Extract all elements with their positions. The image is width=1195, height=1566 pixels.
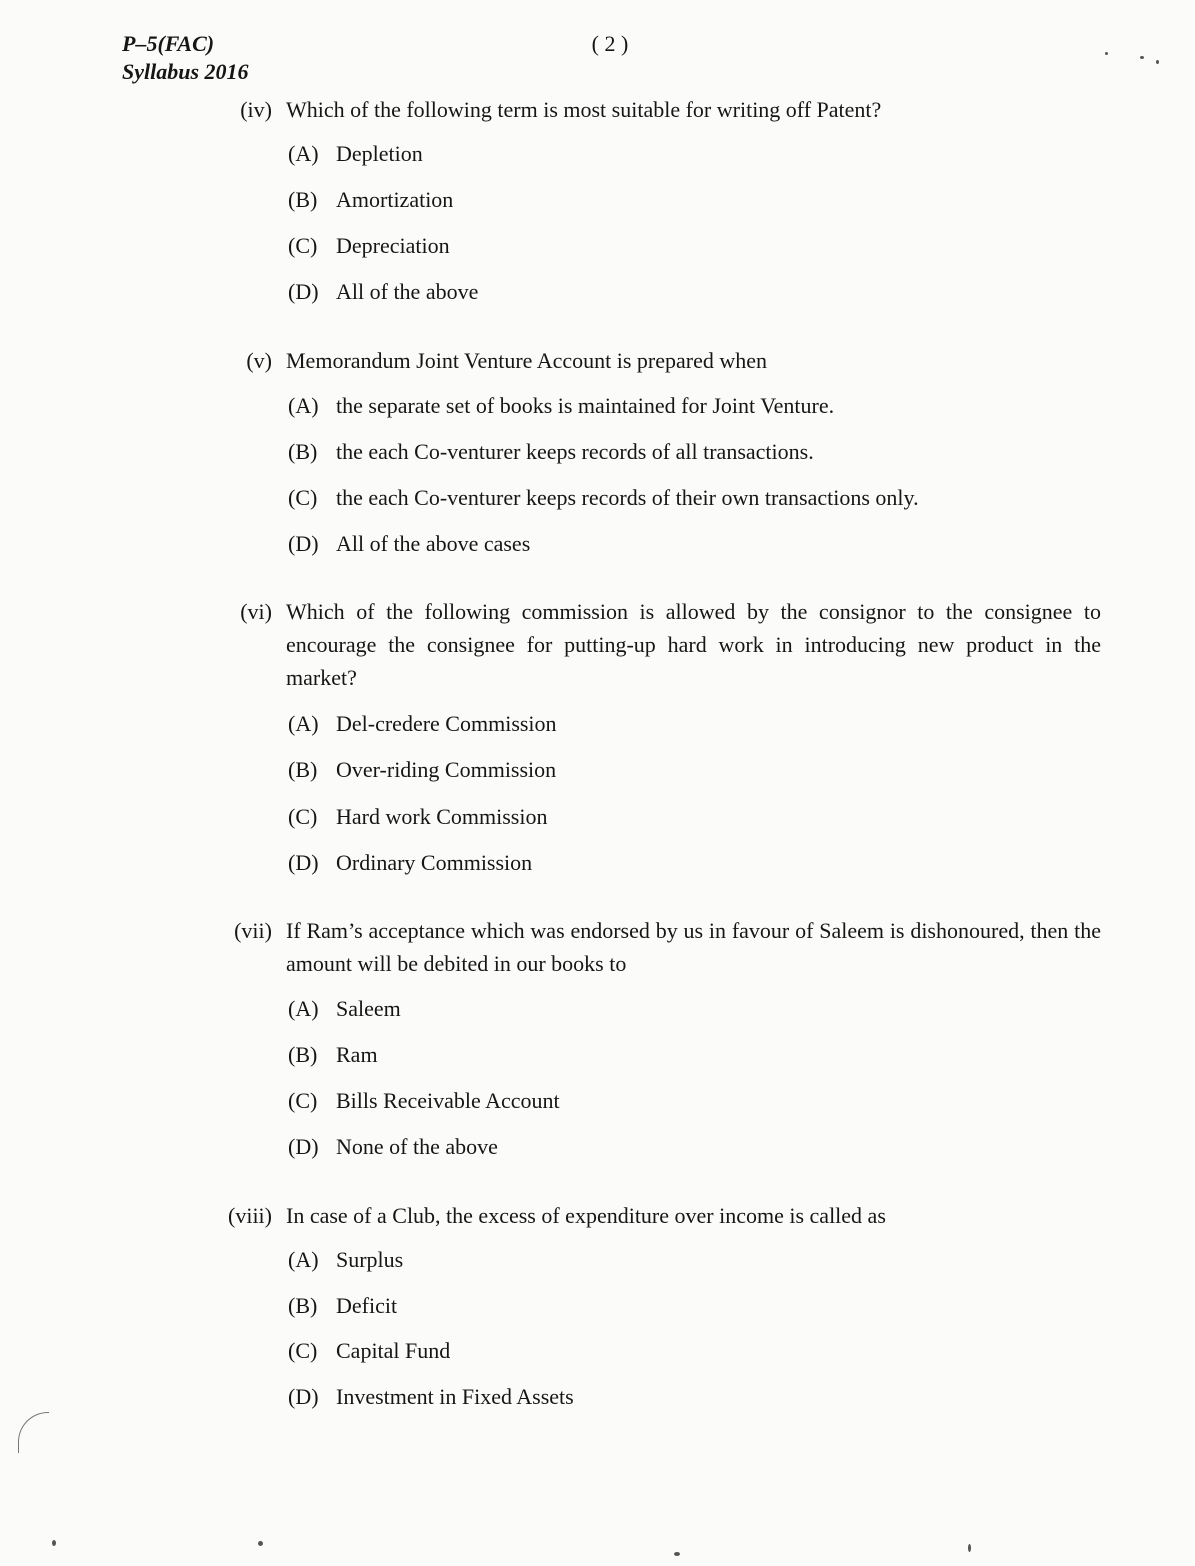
option-c [288, 1086, 560, 1116]
option-letter: (D) [288, 1384, 319, 1409]
option-text: Depreciation [336, 233, 450, 258]
question-text: In case of a Club, the excess of expenditure over income is called as [286, 1203, 886, 1228]
question-text: Memorandum Joint Venture Account is prepared when [286, 348, 768, 373]
scan-speck [968, 1544, 971, 1552]
option-a [288, 709, 557, 739]
paper-code: P–5(FAC) [122, 31, 215, 56]
option-a [288, 1245, 403, 1275]
paper-header [122, 30, 249, 86]
option-d [288, 277, 478, 307]
option-letter: (D) [288, 850, 319, 875]
option-text: Saleem [336, 996, 401, 1021]
option-d [288, 1132, 498, 1162]
option-text: Amortization [336, 187, 454, 212]
option-letter: (B) [288, 1293, 318, 1318]
option-text: the separate set of books is maintained for Joint Venture. [336, 393, 835, 418]
question-number: (v) [246, 348, 272, 373]
margin-mark [18, 1412, 49, 1453]
option-b [288, 755, 556, 785]
option-b [288, 1291, 397, 1321]
scan-speck [1140, 56, 1144, 59]
option-text: Hard work Commission [336, 804, 548, 829]
scan-speck [52, 1540, 56, 1546]
option-text: Capital Fund [336, 1338, 451, 1363]
option-letter: (A) [288, 1247, 319, 1272]
option-letter: (A) [288, 141, 319, 166]
option-letter: (A) [288, 711, 319, 736]
option-text: the each Co-venturer keeps records of their own transactions only. [336, 485, 919, 510]
question-number: (iv) [240, 97, 272, 122]
option-letter: (B) [288, 1042, 318, 1067]
question-number: (viii) [228, 1203, 272, 1228]
option-c [288, 483, 919, 513]
option-c [288, 1336, 450, 1366]
option-d [288, 848, 532, 878]
syllabus-year: Syllabus 2016 [122, 59, 249, 84]
question-number: (vii) [234, 918, 272, 943]
option-b [288, 185, 453, 215]
option-letter: (B) [288, 757, 318, 782]
option-letter: (A) [288, 393, 319, 418]
option-c [288, 802, 547, 832]
option-letter: (B) [288, 187, 318, 212]
option-letter: (D) [288, 531, 319, 556]
option-text: Del-credere Commission [336, 711, 557, 736]
option-d [288, 1382, 574, 1412]
option-c [288, 231, 450, 261]
option-a [288, 139, 423, 169]
option-text: Ram [336, 1042, 378, 1067]
option-a [288, 994, 401, 1024]
option-letter: (C) [288, 485, 318, 510]
option-letter: (B) [288, 439, 318, 464]
option-letter: (C) [288, 804, 318, 829]
page-number: ( 2 ) [591, 31, 629, 56]
option-a [288, 391, 834, 421]
question-text: Which of the following commission is allowed by the consignor to the consignee to encourage the consignee for putting-up hard work in introducing new product in the market? [286, 599, 1101, 690]
option-letter: (D) [288, 1134, 319, 1159]
option-text: Deficit [336, 1293, 398, 1318]
option-d [288, 529, 530, 559]
option-text: Surplus [336, 1247, 404, 1272]
option-text: Depletion [336, 141, 423, 166]
option-text: Bills Receivable Account [336, 1088, 560, 1113]
option-text: Over-riding Commission [336, 757, 557, 782]
option-b [288, 437, 814, 467]
option-text: All of the above [336, 279, 479, 304]
option-text: Ordinary Commission [336, 850, 533, 875]
scan-speck [674, 1552, 680, 1556]
question-number: (vi) [240, 599, 272, 624]
scan-speck [1156, 60, 1159, 64]
scan-speck [1105, 52, 1108, 55]
option-text: All of the above cases [336, 531, 531, 556]
option-text: None of the above [336, 1134, 498, 1159]
question-text: Which of the following term is most suitable for writing off Patent? [286, 97, 882, 122]
option-b [288, 1040, 378, 1070]
option-text: Investment in Fixed Assets [336, 1384, 574, 1409]
option-letter: (C) [288, 233, 318, 258]
option-letter: (A) [288, 996, 319, 1021]
option-letter: (C) [288, 1088, 318, 1113]
option-letter: (D) [288, 279, 319, 304]
option-text: the each Co-venturer keeps records of all transactions. [336, 439, 814, 464]
option-letter: (C) [288, 1338, 318, 1363]
question-text: If Ram’s acceptance which was endorsed by us in favour of Saleem is dishonoured, then the amount will be debited in our books to [286, 918, 1101, 976]
scan-speck [258, 1541, 263, 1546]
